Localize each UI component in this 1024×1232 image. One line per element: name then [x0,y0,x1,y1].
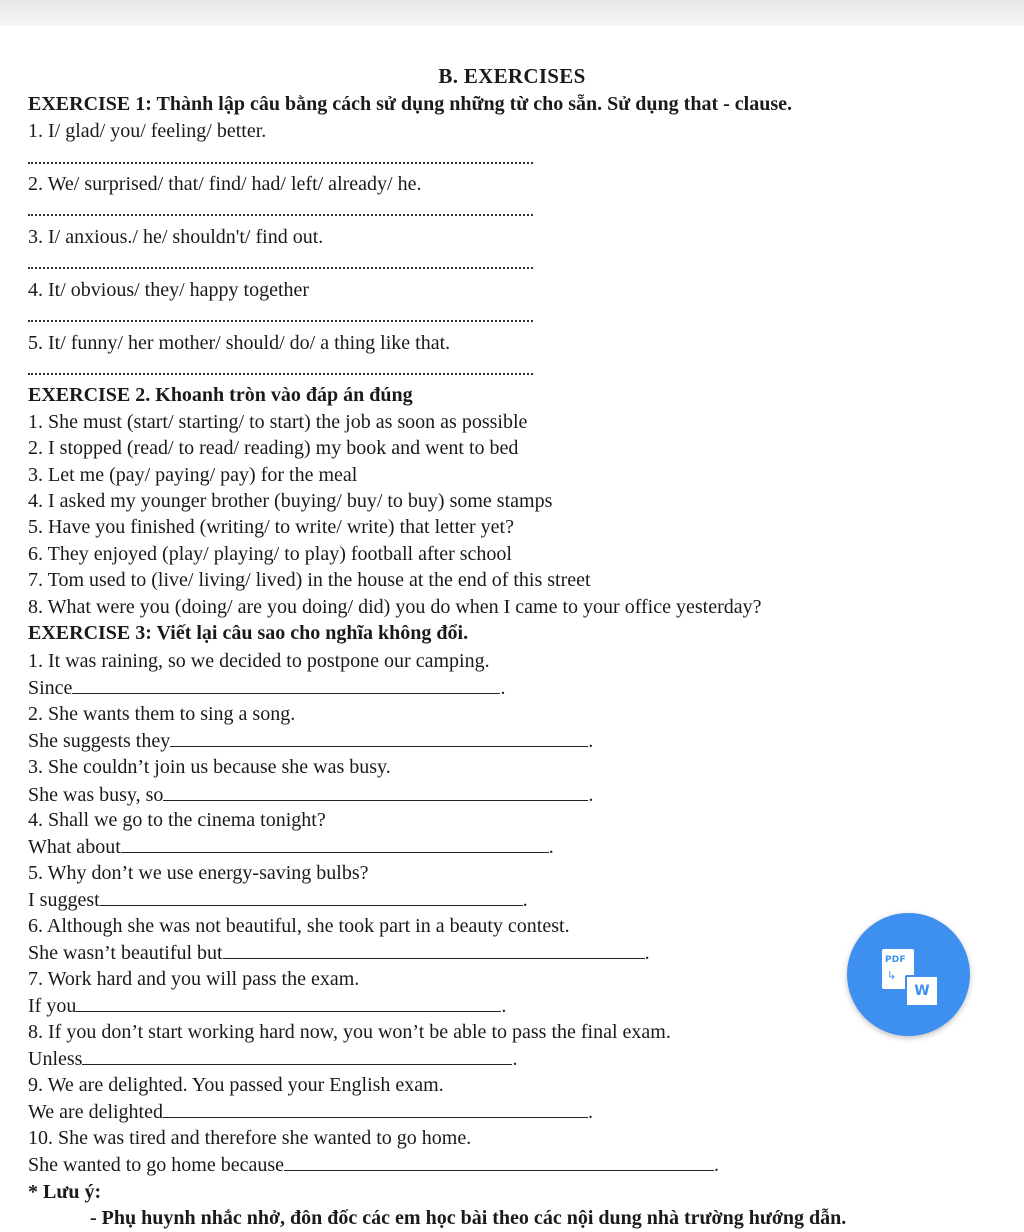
ex3-end-3: . [588,784,594,806]
ex3-question-1: 1. It was raining, so we decided to postpone our camping. [28,650,490,672]
ex3-blank-5[interactable] [100,887,523,906]
ex2-item-1: 1. She must (start/ starting/ to start) the job as soon as possible [28,411,528,433]
ex3-start-2: She suggests they [28,730,171,752]
ex3-rewrite-9 [28,1099,593,1124]
ex3-start-5: I suggest [28,889,100,911]
ex2-item-2: 2. I stopped (read/ to read/ reading) my book and went to bed [28,437,519,459]
ex3-end-9: . [588,1101,593,1123]
exercise1-heading: EXERCISE 1: Thành lập câu bằng cách sử dụng những từ cho sẵn. Sử dụng that - clause. [28,93,792,115]
ex1-item-2: 2. We/ surprised/ that/ find/ had/ left/ already/ he. [28,173,422,195]
ex3-blank-9[interactable] [163,1099,588,1118]
ex3-question-6: 6. Although she was not beautiful, she took part in a beauty contest. [28,915,570,937]
ex3-question-3: 3. She couldn’t join us because she was busy. [28,756,391,778]
ex3-blank-6[interactable] [223,940,645,959]
ex2-item-3: 3. Let me (pay/ paying/ pay) for the meal [28,464,358,486]
page-title: B. EXERCISES [438,64,586,88]
ex2-item-6: 6. They enjoyed (play/ playing/ to play) football after school [28,543,512,565]
ex3-end-1: . [500,677,506,699]
ex3-end-2: . [588,730,594,752]
ex1-item-4: 4. It/ obvious/ they/ happy together [28,279,310,301]
ex3-blank-3[interactable] [163,782,588,801]
ex3-start-4: What about [28,836,121,858]
ex3-rewrite-6 [28,940,650,965]
ex3-rewrite-3 [28,782,593,807]
ex3-start-9: We are delighted [28,1101,163,1123]
ex3-rewrite-1 [28,675,505,700]
ex3-blank-10[interactable] [284,1152,714,1171]
ex3-rewrite-4 [28,834,554,859]
ex3-start-1: Since [28,677,73,699]
note-label: * Lưu ý: [28,1181,102,1203]
ex3-question-4: 4. Shall we go to the cinema tonight? [28,809,326,831]
ex2-item-8: 8. What were you (doing/ are you doing/ did) you do when I came to your office yesterday? [28,596,762,618]
ex1-answer-line-3[interactable] [28,267,533,269]
ex3-blank-8[interactable] [82,1046,512,1065]
ex3-start-8: Unless [28,1048,83,1070]
ex2-item-5: 5. Have you finished (writing/ to write/ write) that letter yet? [28,516,514,538]
ex3-rewrite-7 [28,993,506,1018]
ex3-end-7: . [501,995,507,1017]
ex3-rewrite-8 [28,1046,517,1071]
ex3-question-10: 10. She was tired and therefore she wanted to go home. [28,1127,472,1149]
word-document-icon [905,975,939,1007]
ex3-question-7: 7. Work hard and you will pass the exam. [28,968,360,990]
pdf-label: PDF [885,955,906,965]
ex3-question-5: 5. Why don’t we use energy-saving bulbs? [28,862,369,884]
ex1-item-1: 1. I/ glad/ you/ feeling/ better. [28,120,267,142]
ex3-rewrite-5 [28,887,528,912]
ex1-answer-line-5[interactable] [28,373,533,375]
ex3-start-10: She wanted to go home because [28,1154,285,1176]
ex3-end-8: . [512,1048,518,1070]
ex2-item-4: 4. I asked my younger brother (buying/ buy/ to buy) some stamps [28,490,553,512]
word-label: W [914,983,930,999]
convert-arrow-icon: ↳ [887,969,897,982]
exercise2-heading: EXERCISE 2. Khoanh tròn vào đáp án đúng [28,384,413,406]
ex3-rewrite-10 [28,1152,719,1177]
ex3-start-3: She was busy, so [28,784,164,806]
pdf-to-word-button[interactable] [847,913,970,1036]
ex1-item-5: 5. It/ funny/ her mother/ should/ do/ a thing like that. [28,332,451,354]
ex3-start-7: If you [28,995,77,1017]
ex3-blank-1[interactable] [72,675,500,694]
ex3-end-5: . [522,889,528,911]
ex1-item-3: 3. I/ anxious./ he/ shouldn't/ find out. [28,226,324,248]
ex1-answer-line-2[interactable] [28,214,533,216]
ex1-answer-line-1[interactable] [28,162,533,164]
ex3-blank-4[interactable] [121,834,549,853]
ex3-end-6: . [644,942,650,964]
ex3-question-2: 2. She wants them to sing a song. [28,703,296,725]
ex3-question-8: 8. If you don’t start working hard now, you won’t be able to pass the final exam. [28,1021,671,1043]
ex3-blank-7[interactable] [76,993,501,1012]
ex3-blank-2[interactable] [170,728,588,747]
ex3-rewrite-2 [28,728,593,753]
ex3-question-9: 9. We are delighted. You passed your English exam. [28,1074,444,1096]
ex3-end-4: . [548,836,554,858]
ex1-answer-line-4[interactable] [28,320,533,322]
note-text: - Phụ huynh nhắc nhở, đôn đốc các em học bài theo các nội dung nhà trường hướng dẫn. [90,1207,847,1229]
ex3-end-10: . [714,1154,720,1176]
exercise3-heading: EXERCISE 3: Viết lại câu sao cho nghĩa không đổi. [28,622,469,644]
ex3-start-6: She wasn’t beautiful but [28,942,223,964]
ex2-item-7: 7. Tom used to (live/ living/ lived) in the house at the end of this street [28,569,591,591]
